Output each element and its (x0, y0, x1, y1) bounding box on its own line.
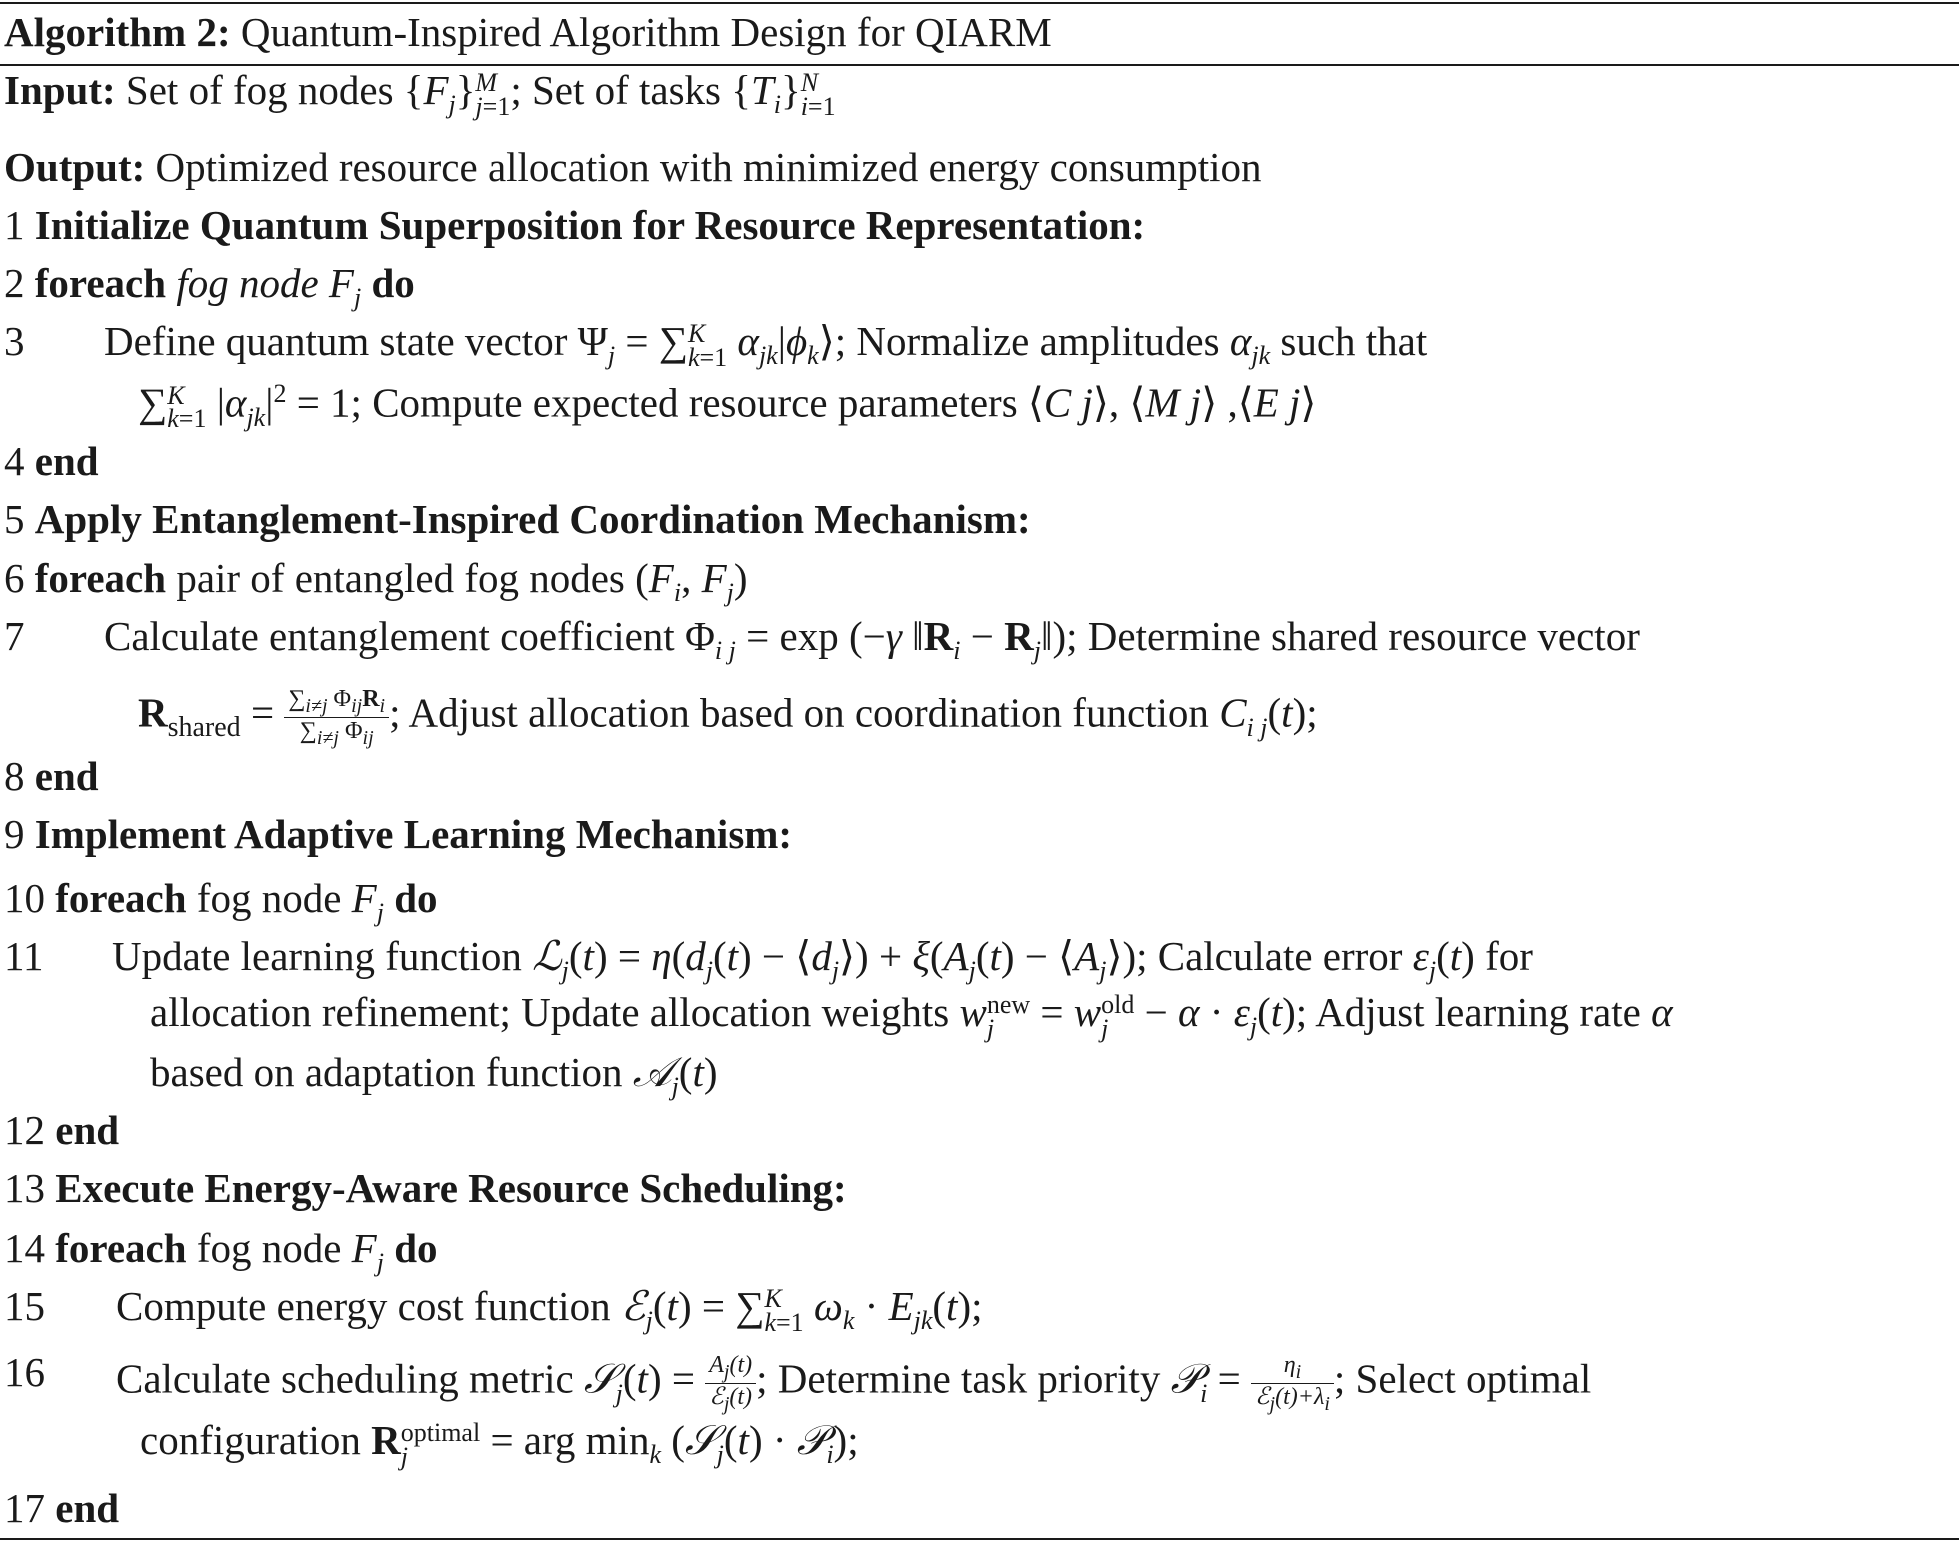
output-line (4, 144, 1262, 190)
step-4: 4 end (4, 438, 99, 484)
caption-title: Quantum-Inspired Algorithm Design for QIARM (240, 9, 1052, 55)
step-1 (4, 202, 1146, 248)
step-3: Define quantum state vector $\Psi_j$ = ∑ K k=1 $\alpha_{jk}|\phi_k⟩$; Normalize amplitudes $\alpha_{jk}$ such that (104, 318, 1428, 372)
caption-label: Algorithm 2: (4, 9, 231, 55)
step-15-number: 15 (4, 1283, 45, 1329)
keyword-foreach: foreach (34, 260, 167, 306)
keyword-foreach: foreach (34, 555, 167, 601)
step-text: fog node $F_j$ (176, 260, 362, 313)
step-14: 14 foreach fog node $F_j$ do (4, 1225, 438, 1278)
step-15: Compute energy cost function ℰ$_j$(t) = ∑ K k=1 $\omega_k \cdot E_{jk}(t)$; (116, 1283, 983, 1337)
step-7-continued: $R_{shared}$ = $\sum_{i\ne j}$ $\Phi_{ij}R_i$ $\sum_{i\ne j}$ $\Phi_{ij}$ ; Adjust allocation based on coordination function $C_{i j}(t)$; (138, 686, 1318, 749)
bottom-rule (0, 1538, 1959, 1540)
step-5: 5 Apply Entanglement-Inspired Coordination Mechanism: (4, 496, 1031, 542)
keyword-foreach: foreach (55, 875, 187, 921)
input-text: Set of fog nodes $\{F_j\}$ M j=1 ; Set of tasks $\{T_i\}$ N i=1 (125, 67, 836, 121)
keyword-do: do (371, 260, 415, 306)
keyword-end: end (55, 1107, 120, 1153)
algorithm-caption (4, 9, 1052, 55)
step-13: 13 Execute Energy-Aware Resource Scheduling: (4, 1165, 847, 1211)
top-rule (0, 2, 1959, 4)
step-7-number: 7 (4, 613, 25, 659)
output-text: Optimized resource allocation with minimized energy consumption (155, 144, 1262, 190)
step-16-number: 16 (4, 1349, 45, 1395)
step-11-number: 11 (4, 933, 44, 979)
step-number: 1 (4, 202, 25, 248)
step-17: 17 end (4, 1485, 120, 1531)
step-11-continued-2: based on adaptation function 𝒜$_j$(t) (150, 1049, 718, 1102)
step-9: 9 Implement Adaptive Learning Mechanism: (4, 811, 793, 857)
keyword-end: end (34, 438, 99, 484)
step-number: 2 (4, 260, 25, 306)
step-11-continued-1: allocation refinement; Update allocation weights w new j = w old j − $\alpha \cdot \varepsilon_j(t)$; Adjust learning rate α (150, 989, 1673, 1043)
input-label: Input: (4, 67, 116, 113)
step-3-continued: ∑ K k=1 $|\alpha_{jk}|^2 = 1$; Compute expected resource parameters ⟨C j⟩, ⟨M j⟩ ,⟨E j⟩ (138, 379, 1317, 434)
step-3-number: 3 (4, 318, 25, 364)
keyword-do: do (394, 875, 438, 921)
input-line (4, 67, 836, 121)
step-12: 12 end (4, 1107, 120, 1153)
step-2 (4, 260, 415, 313)
step-16: Calculate scheduling metric 𝒮$_j$(t) = $A_j(t)$ ℰ$_j$(t) ; Determine task priority 𝒫$_i$ = $\eta_i$ $ℰ_j(t)+\lambda_i$ ; Select optimal (116, 1352, 1592, 1415)
keyword-end: end (34, 753, 99, 799)
step-16-continued: configuration R optimal j = arg $\min_k$ (𝒮$_j$(t) · 𝒫$_i$); (140, 1417, 859, 1471)
output-label: Output: (4, 144, 146, 190)
step-8: 8 end (4, 753, 99, 799)
keyword-foreach: foreach (55, 1225, 187, 1271)
caption-rule (0, 64, 1959, 66)
step-10: 10 foreach fog node $F_j$ do (4, 875, 438, 928)
step-11: Update learning function ℒ$_j$(t) = $\eta(d_j(t)$ − $⟨d_j⟩) + \xi(A_j(t)$ − $⟨A_j⟩$); Calculate error $\varepsilon_j(t)$ for (112, 933, 1533, 986)
step-7: Calculate entanglement coefficient $\Phi_{i j} = \exp (-\gamma$ $‖R_i$ − $R_j‖$); Determine shared resource vector (104, 613, 1640, 666)
keyword-end: end (55, 1485, 120, 1531)
step-text: Initialize Quantum Superposition for Resource Representation: (34, 202, 1146, 248)
keyword-do: do (394, 1225, 438, 1271)
step-6: 6 foreach pair of entangled fog nodes ($F_i$, $F_j$) (4, 555, 748, 608)
